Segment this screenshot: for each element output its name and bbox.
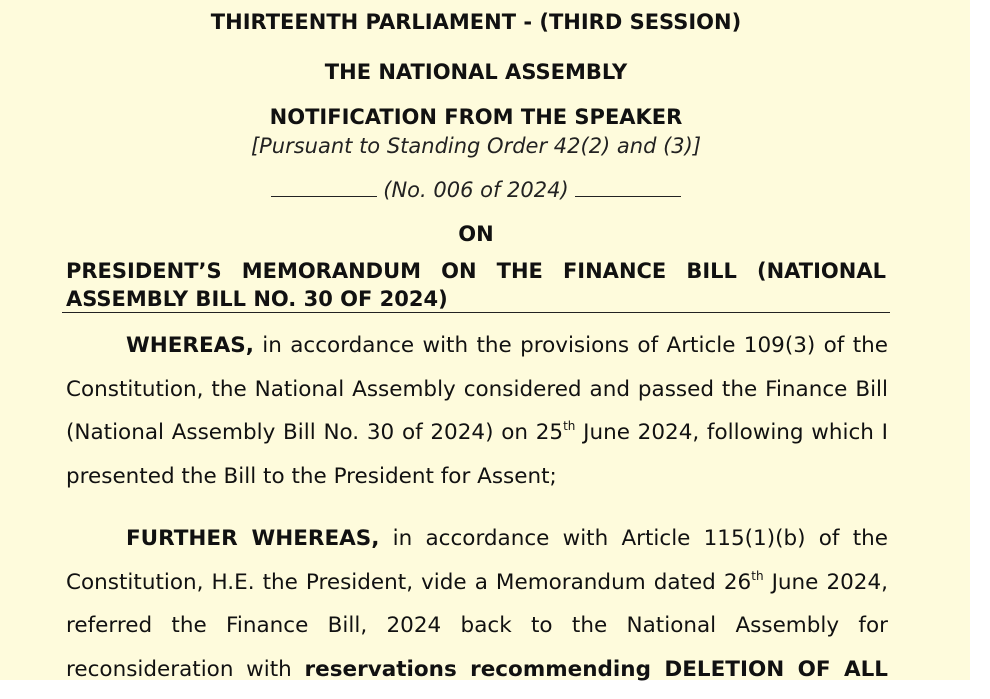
paragraph-line	[66, 332, 888, 376]
paragraph-line: presented the Bill to the President for Assent;	[66, 463, 888, 507]
paragraph-whereas	[66, 332, 888, 506]
subject-line-2: ASSEMBLY BILL NO. 30 OF 2024)	[66, 287, 886, 311]
ordinal-suffix: th	[563, 419, 575, 433]
subject-underline	[62, 312, 890, 313]
blank-line-left	[271, 178, 377, 197]
blank-line-right	[575, 178, 681, 197]
notice-title: NOTIFICATION FROM THE SPEAKER	[0, 105, 952, 129]
paragraph-text: reconsideration with	[66, 657, 305, 682]
parliament-session-heading: THIRTEENTH PARLIAMENT - (THIRD SESSION)	[0, 10, 952, 34]
paragraph-line	[66, 569, 888, 613]
paragraph-line	[66, 525, 888, 569]
right-margin	[970, 0, 990, 680]
on-heading: ON	[0, 222, 952, 246]
standing-order-reference: [Pursuant to Standing Order 42(2) and (3)]	[0, 134, 952, 158]
paragraph-line	[66, 419, 888, 463]
house-heading: THE NATIONAL ASSEMBLY	[0, 60, 952, 84]
paragraph-line: referred the Finance Bill, 2024 back to the National Assembly for	[66, 612, 888, 656]
paragraph-text: (National Assembly Bill No. 30 of 2024) on 25	[66, 420, 563, 445]
paragraph-text: Constitution, H.E. the President, vide a Memorandum dated 26	[66, 570, 751, 595]
paragraph-line	[66, 656, 888, 699]
further-whereas-lead: FURTHER WHEREAS,	[126, 526, 379, 551]
notice-number: (No. 006 of 2024)	[383, 178, 568, 202]
subject-line-1: PRESIDENT’S MEMORANDUM ON THE FINANCE BILL (NATIONAL	[66, 259, 886, 283]
notice-number-line	[0, 178, 952, 202]
paragraph-text: June 2024,	[764, 570, 888, 595]
paragraph-line: Constitution, the National Assembly considered and passed the Finance Bill	[66, 376, 888, 420]
paragraph-text: in accordance with Article 115(1)(b) of the	[379, 526, 888, 551]
whereas-lead: WHEREAS,	[126, 333, 254, 358]
paragraph-further-whereas	[66, 525, 888, 699]
paragraph-text: June 2024, following which I	[575, 420, 888, 445]
bold-recommendation: reservations recommending DELETION OF ALL	[305, 657, 888, 682]
paragraph-text: in accordance with the provisions of Article 109(3) of the	[254, 333, 888, 358]
ordinal-suffix: th	[751, 569, 763, 583]
